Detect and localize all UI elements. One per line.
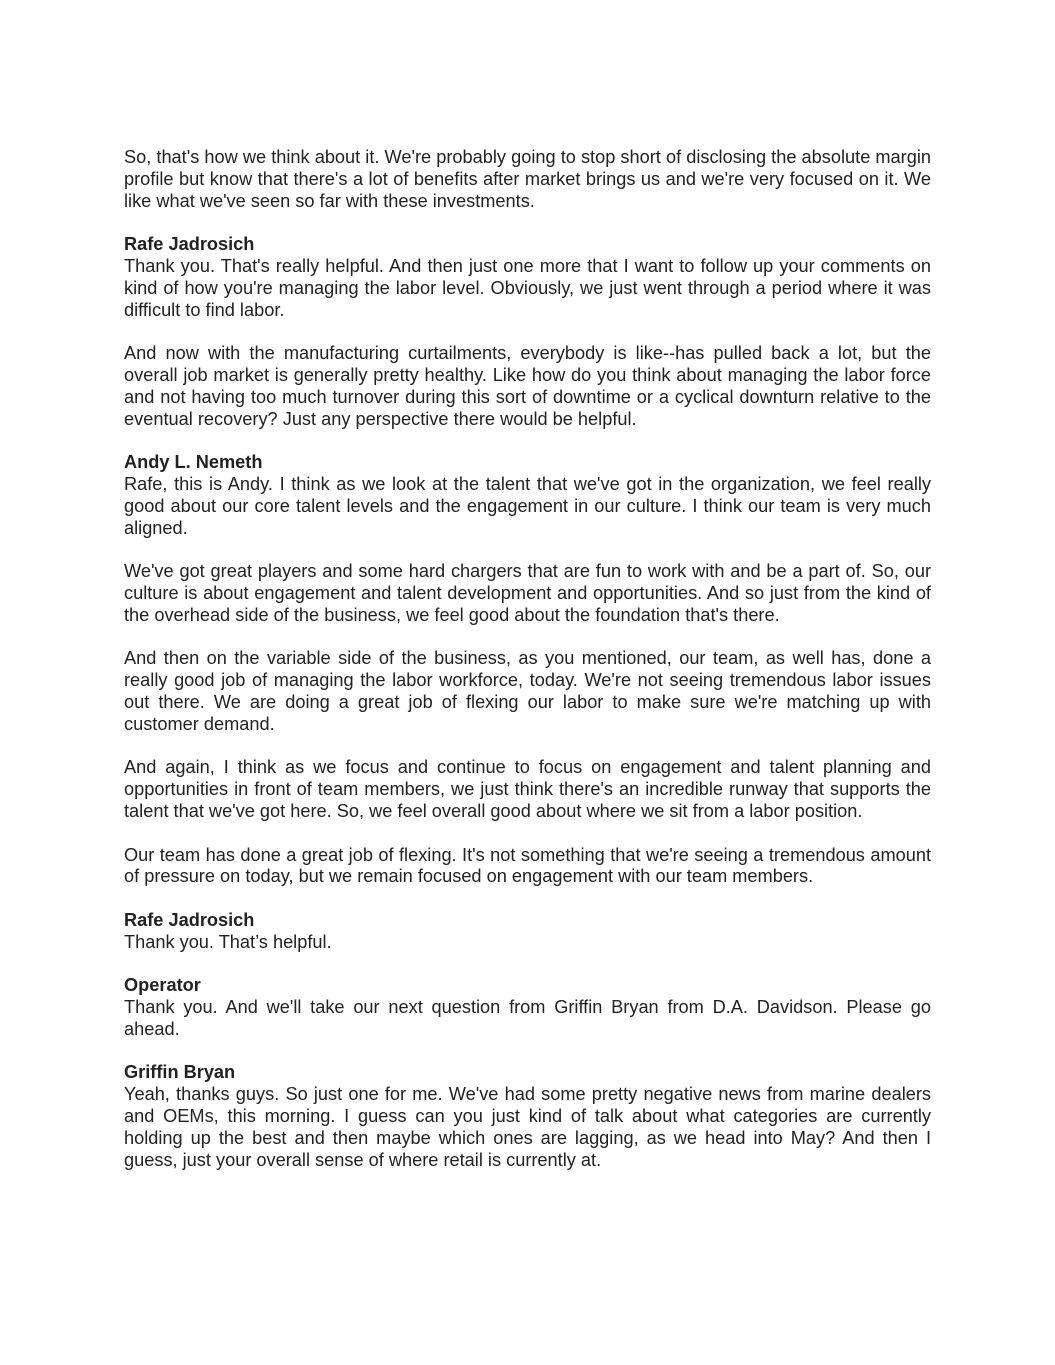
- speaker-turn: [124, 975, 931, 1040]
- speaker-name: Operator: [124, 975, 201, 996]
- turn-paragraph: And then on the variable side of the business, as you mentioned, our team, as well has, done a really good job of managing the labor workforce, today. We're not seeing tremendous labor issues out there. We are doing a great job of flexing our labor to make sure we're matching up with customer demand.: [124, 648, 931, 734]
- speaker-name: Griffin Bryan: [124, 1062, 236, 1083]
- turn-paragraph: And now with the manufacturing curtailments, everybody is like--has pulled back a lot, but the overall job market is generally pretty healthy. Like how do you think about managing the labor force and not having too much turnover during this sort of downtime or a cyclical downturn relative to the eventual recovery? Just any perspective there would be helpful.: [124, 343, 931, 429]
- speaker-turn: [124, 910, 931, 954]
- speaker-name: Rafe Jadrosich: [124, 234, 255, 255]
- turn-paragraph: Thank you. That’s helpful.: [124, 931, 332, 952]
- turn-paragraph: Rafe, this is Andy. I think as we look at the talent that we've got in the organization, we feel really good about our core talent levels and the engagement in our culture. I think our team is very much aligned.: [124, 473, 931, 538]
- speaker-turn: [124, 452, 931, 888]
- speaker-turn: [124, 234, 931, 430]
- speaker-name: Rafe Jadrosich: [124, 909, 255, 930]
- turn-paragraph: Yeah, thanks guys. So just one for me. We've had some pretty negative news from marine dealers and OEMs, this morning. I guess can you just kind of talk about what categories are currently holding up the best and then maybe which ones are lagging, as we head into May? And then I guess, just your overall sense of where retail is currently at.: [124, 1084, 931, 1170]
- transcript-page: [124, 147, 931, 1193]
- turn-paragraph: We've got great players and some hard chargers that are fun to work with and be a part of. So, our culture is about engagement and talent development and opportunities. And so just from the kind of the overhead side of the business, we feel good about the foundation that's there.: [124, 561, 931, 625]
- turn-paragraph: Thank you. That's really helpful. And then just one more that I want to follow up your comments on kind of how you're managing the labor level. Obviously, we just went through a period where it was difficult to find labor.: [124, 255, 931, 320]
- turn-paragraph: And again, I think as we focus and continue to focus on engagement and talent planning and opportunities in front of team members, we just think there's an incredible runway that supports the talent that we've got here. So, we feel overall good about where we sit from a labor position.: [124, 757, 931, 821]
- turn-paragraph: Our team has done a great job of flexing. It's not something that we're seeing a tremendous amount of pressure on today, but we remain focused on engagement with our team members.: [124, 844, 931, 887]
- turn-paragraph: Thank you. And we'll take our next question from Griffin Bryan from D.A. Davidson. Please go ahead.: [124, 997, 931, 1039]
- speaker-turn: [124, 1062, 931, 1171]
- speaker-name: Andy L. Nemeth: [124, 452, 263, 473]
- opening-paragraph: So, that's how we think about it. We're probably going to stop short of disclosing the absolute margin profile but know that there's a lot of benefits after market brings us and we're very focused on it. We like what we've seen so far with these investments.: [124, 147, 931, 211]
